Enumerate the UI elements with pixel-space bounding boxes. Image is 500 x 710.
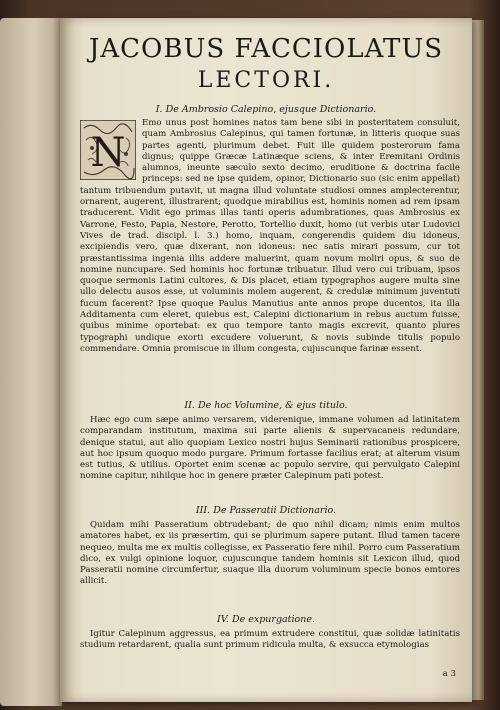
section-text-2-body: Hæc ego cum sæpe animo versarem, viderenique, immane volumen ad latinitatem comparandam institutum, maxima sui parte alienis & supervacaneis redundare, denique statui, aut alio quopiam Lexico nostri hujus Seminarii rationibus prospicere, aut hoc ipsum quoquo modo purgare. Primum fortasse facilius erat; at alterum visum est tutius, & utilius. Oportet enim scenæ ac populo servire, qui pervulgato Calepini nomine capitur, nihilque hoc in genere præter Calepinum pati potest.: [80, 415, 460, 482]
book-page: [60, 18, 472, 702]
section-text-3: [80, 520, 460, 588]
right-page-edge: [470, 20, 484, 700]
page-title: JACOBUS FACCIOLATUS: [88, 34, 444, 64]
drop-cap-letter: N: [90, 130, 126, 176]
section-text-4-body: Igitur Calepinum aggressus, ea primum extrudere constitui, quæ solidæ latinitatis studium retardarent, qualia sunt primum ridicula multa, & exsucca etymologias: [80, 629, 460, 651]
left-page-edge: [0, 18, 62, 706]
section-text-4: [80, 629, 460, 652]
section-text-1: [80, 118, 460, 355]
section-text-1-body: Emo unus post homines natos tam bene sibi in posteritatem consuluit, quam Ambrosius Calepinus, qui tamen fortunæ, in litteris quoque suas partes agenti, plurimum debet. Fuit ille quidem posterorum fama dignus; quippe Græcæ Latinæque sciens, & inter Eremitani Ordinis alumnos, ineunte sæculo sexto decimo, eruditione & doctrina facile princeps: sed ne ipse quidem, opinor, Dictionario suo (sic enim appellat) tantum tribuendum putavit, ut magna illud voluntate studiosi omnes amplecterentur, ornarent, augerent, illustrarent; quodque mirabilius est, hominis nomen ad rem ipsam traducerent. Vidit ego primas illas tanti operis adumbrationes, quas Ambrosius ex Varrone, Festo, Papia, Nestore, Perotto, Tortellio duxit, homo (ut verbis utar Ludovici Vives de trad. discipl. l. 3.) homo, inquam, congerendis quidem diu idoneus, excipiendis vero, quæ dixerant, non idoneus: nec satis mirari possum, cur tot præstantissima ingenia illis addere maluerint, quam novum moliri opus, & suo de nomine nuncupare. Sed hominis hoc fortunæ tribuatur. Illud vero cui tribuam, ipsos quoque sermonis Latini cultores, & Dis placet, etiam typographos augere multa sine ullo delectu ausos esse, ut voluminis molem augerent, & credulæ minimum juventuti fucum facerent? Ipse quoque Paulus Manutius ante annos prope ducentos, ita illa Additamenta cum eleret, quiebus est, Calepini dictionarium in rebus auctum fuisse, quibus minime oportebat: ex quo tempore tanto magis excrevit, quanto plures typographi undique exorti excudere voluerunt, & novis subinde titulis populo commendare. Omnia promiscue in illum congesta, cujuscunque farinæ essent.: [80, 118, 460, 354]
page-subtitle: LECTORI.: [197, 68, 335, 93]
section-heading-4: IV. De expurgatione.: [216, 614, 316, 625]
section-text-2: [80, 415, 460, 483]
section-heading-2: II. De hoc Volumine, & ejus titulo.: [184, 400, 348, 411]
page-signature: a 3: [442, 669, 456, 679]
section-heading-1: I. De Ambrosio Calepino, ejusque Dictionario.: [155, 104, 377, 115]
drop-cap-initial: [80, 120, 136, 180]
section-text-3-body: Quidam mihi Passeratium obtrudebant; de quo nihil dicam; nimis enim multos amatores habet, ex iis præsertim, qui se plurimum sapere putant. Illud tamen tacere nequeo, multa me ex multis collegisse, ex Passeratio fere nihil. Porro cum Passeratium dico, ex vulgi opinione loquor, cujuscunque tandem hominis sit Lexicon illud, quod Passeratii nomine circumfertur, suaque illa duorum voluminum specie bonos emtores allicit.: [80, 520, 460, 587]
section-heading-3: III. De Passeratii Dictionario.: [195, 505, 337, 516]
